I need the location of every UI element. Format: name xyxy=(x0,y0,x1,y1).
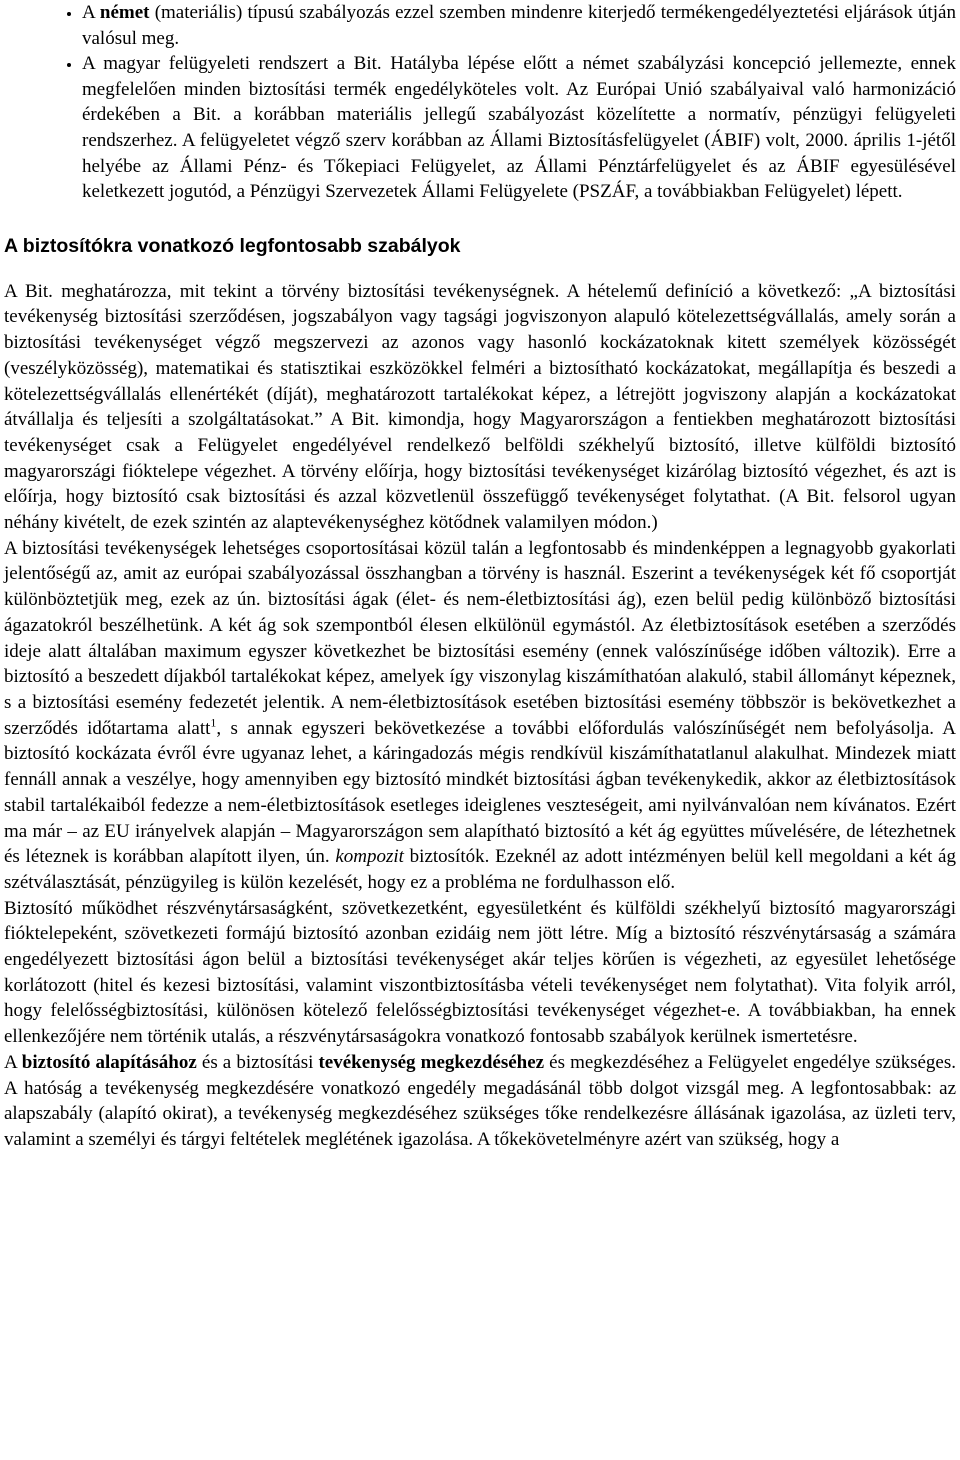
bold-term-founding: biztosító alapításához xyxy=(21,1051,197,1073)
paragraph-text: és megkezdéséhez a Felügyelet engedélye szükséges. A hatóság a tevékenység megkezdésére vonatkozó engedély megadásánál több dolgot vizsgál meg. A legfontosabbak: az alapszabály (alapító okirat), a tevékenység megkezdéséhez szükséges tőke rendelkezésre állásának igazolása, az üzleti terv, valamint a személyi és tárgyi feltételek meglétének igazolása. A tőkekövetelményre azért van szükség, hogy a xyxy=(4,1051,956,1150)
bullet-item-hungarian-supervision xyxy=(82,51,956,205)
bullet-text-post: (materiális) típusú szabályozás ezzel szemben mindenre kiterjedő termékengedélyeztetési eljárások útján valósul meg. xyxy=(82,2,956,49)
paragraph-founding-license xyxy=(4,1050,956,1153)
bullet-list xyxy=(4,0,956,205)
bold-term-activity-start: tevékenység megkezdéséhez xyxy=(318,1051,545,1073)
bullet-text: A magyar felügyeleti rendszert a Bit. Hatályba lépése előtt a német szabályzási koncepció jellemezte, ennek megfelelően minden biztosítási termék engedélyköteles volt. Az Európai Unió szabályaival való harmonizáció érdekében a Bit. a korábban materiális jellegű szabályozást közelítette a normatív, pénzügyi felügyeleti rendszerhez. A felügyeletet végző szerv korábban az Állami Biztosításfelügyelet (ÁBIF) volt, 2000. április 1-jétől helyébe az Állami Pénz- és Tőkepiaci Felügyelet, az Állami Pénztárfelügyelet és az ÁBIF egyesülésével keletkezett jogutód, a Pénzügyi Szervezetek Állami Felügyelete (PSZÁF, a továbbiakban Felügyelet) lépett. xyxy=(82,53,956,203)
footnote-marker[interactable]: 1 xyxy=(210,715,217,730)
bullet-text-pre: A xyxy=(82,2,100,23)
paragraph-text: , s annak egyszeri bekövetkezése a további előfordulás valószínűségét nem befolyásolja. A biztosító kockázata évről évre ugyanaz lehet, a káringadozás mégis rendkívül kiszámíthatatlanul alakulhat. Mindezek miatt fennáll annak a veszélye, hogy amennyiben egy biztosító mindkét biztosítási ágban tevékenykedik, akkor az életbiztosítások stabil tartalékaiból fedezze a nem-életbiztosítások esetleges ideiglenes veszteségeit, ami nyilvánvalóan nem kívánatos. Ezért ma már – az EU irányelvek alapján – Magyarországon sem alapítható biztosító a két ág együttes művelésére, de létezhetnek és léteznek is korábban alapított ilyen, ún. xyxy=(4,717,956,868)
paragraph-company-forms: Biztosító működhet részvénytársaságként, szövetkezetként, egyesületként és külföldi székhelyű biztosító magyarországi fióktelepeként, szövetkezeti formájú biztosító azonban ezidáig nem jött létre. Míg a biztosító részvénytársaság a számára engedélyezett biztosítási ágon belül a biztosítási tevékenységet akár teljes körűen is végezheti, az egyesület lehetősége korlátozott (hitel és kezesi biztosítási, valamint viszontbiztosításba vételi tevékenységet nem folytathat). Vita folyik arról, hogy felelősségbiztosítási, különösen kötelező felelősségbiztosítási tevékenységet végezhet-e. A továbbiakban, ha ennek ellenkezőjére nem történik utalás, a részvénytársaságokra vonatkozó fontosabb szabályok kerülnek ismertetésre. xyxy=(4,897,956,1048)
italic-term: kompozit xyxy=(335,846,404,868)
paragraph-insurance-branches xyxy=(4,536,956,896)
paragraph-insurance-definition: A Bit. meghatározza, mit tekint a törvény biztosítási tevékenységnek. A hételemű definíció a következő: „A biztosítási tevékenység biztosítási szerződésen, jogszabályon vagy tagsági jogviszonyon alapuló kötelezettségvállalás, amely során a biztosítási tevékenységet végző megszervezi az azonos vagy hasonló kockázatoknak kitett személyek közösségét (veszélyközösség), matematikai és statisztikai eszközökkel felméri a biztosítható kockázatokat, megállapítja és beszedi a kötelezettségvállalás ellenértékét (díját), meghatározott tartalékokat képez, a létrejött jogviszony alapján a kockázatokat átvállalja és teljesíti a szolgáltatásokat.” A Bit. kimondja, hogy Magyarországon a fentiekben meghatározott biztosítási tevékenységet csak a Felügyelet engedélyével rendelkező belföldi székhelyű biztosító, illetve külföldi biztosító magyarországi fióktelepe végezhet. A törvény előírja, hogy biztosítási tevékenységet kizárólag biztosító végezhet, és azt is előírja, hogy biztosító csak biztosítási és azzal közvetlenül összefüggő tevékenységet folytathat. (A Bit. felsorol ugyan néhány kivételt, de ezek szintén az alaptevékenységhez kötődnek valamilyen módon.) xyxy=(4,280,956,534)
paragraph-text: biztosítók. Ezeknél az adott intézményen belül kell megoldani a két ág szétválasztását, pénzügyileg is külön kezelését, hogy ez a probléma ne fordulhasson elő. xyxy=(4,846,956,893)
paragraph-text: és a biztosítási xyxy=(196,1051,319,1073)
paragraph-text: A biztosítási tevékenységek lehetséges csoportosításai közül talán a legfontosabb és mindenképpen a legnagyobb gyakorlati jelentőségű az, amit az európai szabályozással összhangban a törvény is használ. Eszerint a tevékenységek két fő csoportját különböztetjük meg, ezek az ún. biztosítási ágak (élet- és nem-életbiztosítási ág), ezen belül pedig különböző biztosítási ágazatokról beszélhetünk. A két ág sok szempontból élesen elkülönül egymástól. Az életbiztosítások esetében a szerződés ideje alatt általában maximum egyszer következhet be biztosítási esemény (ennek valószínűsége időben változik). Erre a biztosító a beszedett díjakból tartalékokat képez, amelyek így viszonylag kiszámíthatóan alakuló, stabil állományt képeznek, s a biztosítási esemény fedezetét jelentik. A nem-életbiztosítások esetében biztosítási esemény többször is bekövetkezhet a szerződés időtartama alatt xyxy=(4,537,956,739)
paragraph-text: A xyxy=(4,1051,22,1073)
bullet-item-german-regulation xyxy=(82,0,956,51)
bullet-bold-term: német xyxy=(99,2,150,23)
section-heading: A biztosítókra vonatkozó legfontosabb szabályok xyxy=(4,234,461,257)
body-text xyxy=(4,279,956,1153)
